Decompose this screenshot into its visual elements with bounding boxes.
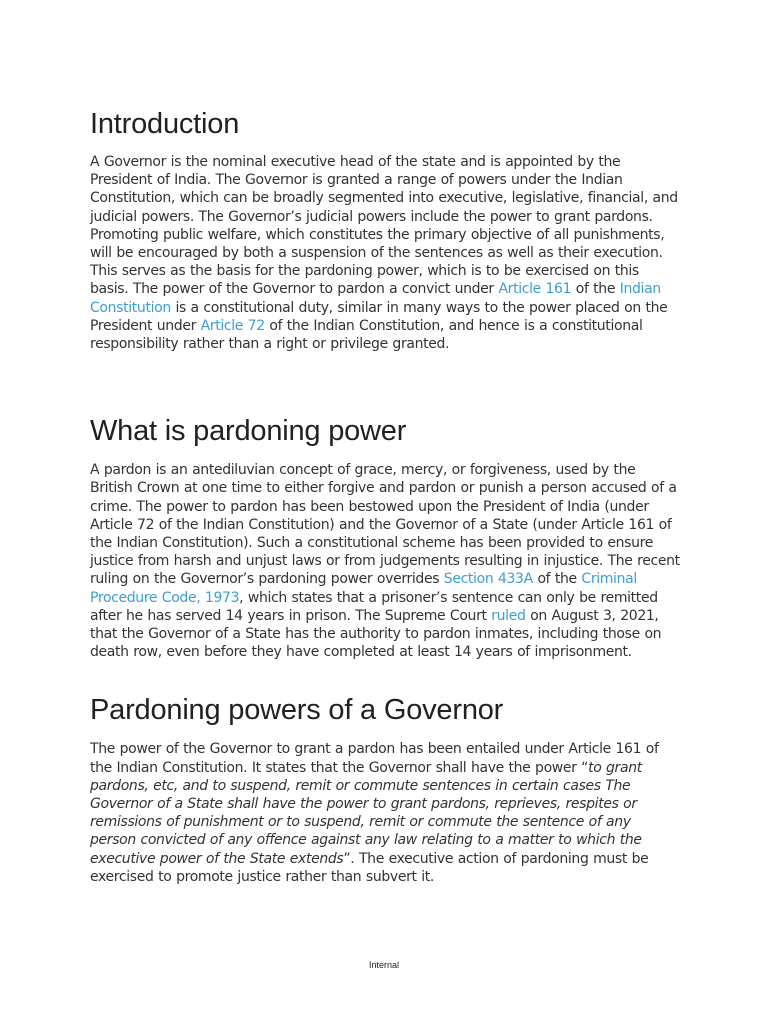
section-paragraph-what-is-pardoning-power (90, 461, 680, 661)
link-criminal-procedure-code[interactable]: Criminal Procedure Code, 1973 (90, 571, 637, 606)
link-section-433a[interactable]: Section 433A (443, 571, 533, 588)
section-heading-what-is-pardoning-power: What is pardoning power (90, 415, 407, 448)
section-paragraph-pardoning-powers-of-governor (90, 740, 680, 886)
constitution-quote: to grant pardons, etc, and to suspend, remit or commute sentences in certain cases The Governor of a State shall have the power to grant pardons, reprieves, respites or remissions of punishment or to suspend, remit or commute the sentence of any person convicted of any offence against any law relating to a matter to which the executive power of the State extends (90, 759, 642, 867)
link-indian-constitution[interactable]: Indian Constitution (90, 281, 661, 316)
paragraph-text: ”. The executive action of pardoning must be exercised to promote justice rather than subvert it. (90, 850, 649, 885)
link-ruled[interactable]: ruled (491, 607, 526, 624)
paragraph-text: The power of the Governor to grant a pardon has been entailed under Article 161 of the Indian Constitution. It states that the Governor shall have the power “ (90, 741, 659, 776)
section-paragraph-introduction (90, 153, 680, 353)
paragraph-text: of the (532, 571, 582, 588)
paragraph-text: of the Indian Constitution, and hence is a constitutional responsibility rather than a right or privilege granted. (90, 317, 643, 353)
paragraph-text: on August 3, 2021, that the Governor of a State has the authority to pardon inmates, including those on death row, even before they have completed at least 14 years of imprisonment. (90, 607, 662, 661)
section-heading-introduction: Introduction (90, 108, 240, 140)
paragraph-text: A Governor is the nominal executive head of the state and is appointed by the President of India. The Governor is granted a range of powers under the Indian Constitution, which can be broadly segmented into executive, legislative, financial, and judicial powers. The Governor’s judicial powers include the power to grant pardons. Promoting public welfare, which constitutes the primary objective of all punishments, will be encouraged by both a suspension of the sentences as well as their execution. This serves as the basis for the pardoning power, which is to be exercised on this basis. The power of the Governor to pardon a convict under (90, 154, 678, 298)
link-article-161[interactable]: Article 161 (498, 281, 572, 298)
paragraph-text: is a constitutional duty, similar in many ways to the power placed on the President under (90, 299, 668, 334)
paragraph-text: of the (571, 281, 620, 298)
footer-classification-label: Internal (368, 960, 400, 970)
link-article-72[interactable]: Article 72 (200, 317, 265, 334)
document-page (90, 106, 680, 886)
section-heading-pardoning-powers-of-governor: Pardoning powers of a Governor (90, 694, 504, 727)
paragraph-text: A pardon is an antediluvian concept of grace, mercy, or forgiveness, used by the British Crown at one time to either forgive and pardon or punish a person accused of a crime. The power to pardon has been bestowed upon the President of India (under Article 72 of the Indian Constitution) and the Governor of a State (under Article 161 of the Indian Constitution). Such a constitutional scheme has been provided to ensure justice from harsh and unjust laws or from judgements resulting in injustice. The recent ruling on the Governor’s pardoning power overrides (90, 462, 680, 588)
paragraph-text: , which states that a prisoner’s sentence can only be remitted after he has served 14 years in prison. The Supreme Court (90, 589, 658, 624)
